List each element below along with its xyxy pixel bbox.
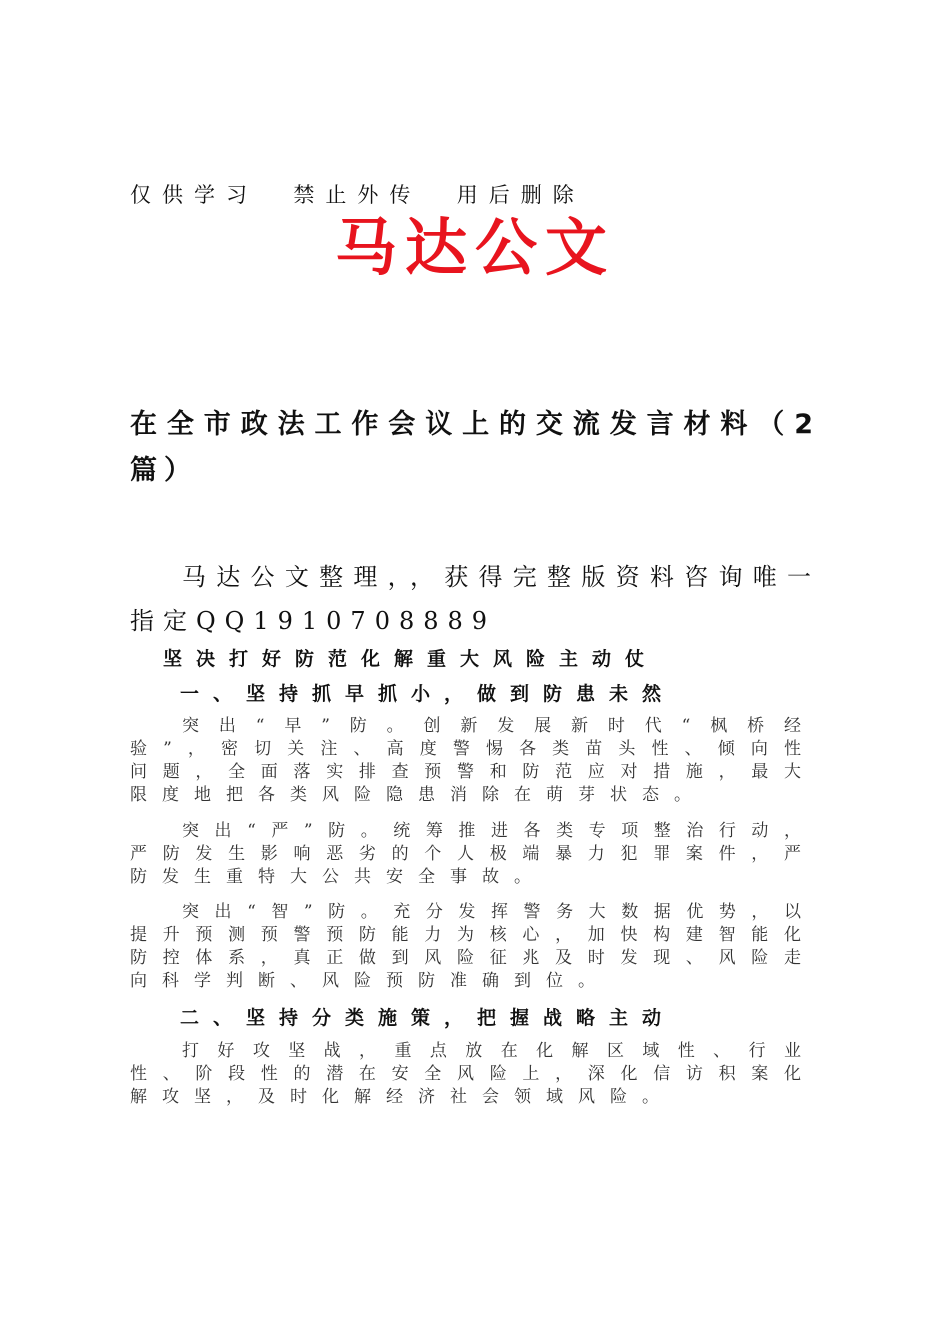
section-1-heading: 一、坚持抓早抓小，做到防患未然: [180, 683, 676, 705]
section-1-paragraph-1: 突出“早”防。创新发展新时代“枫桥经验”，密切关注、高度警惕各类苗头性、倾向性问题，全面落实排查预警和防范应对措施，最大限度地把各类风险隐患消除在萌芽状态。: [130, 716, 816, 805]
usage-notice: 仅供学习 禁止外传 用后删除: [130, 183, 585, 207]
section-2-heading: 二、坚持分类施策，把握战略主动: [180, 1007, 676, 1029]
document-title: 在全市政法工作会议上的交流发言材料（2篇）: [130, 409, 820, 486]
section-1-paragraph-2: 突出“严”防。统筹推进各类专项整治行动，严防发生影响恶劣的个人极端暴力犯罪案件，严防发生重特大公共安全事故。: [130, 821, 816, 887]
main-heading: 坚决打好防范化解重大风险主动仗: [163, 648, 659, 670]
brand-logo-text: 马达公文: [334, 211, 615, 284]
intro-paragraph: 马达公文整理，，获得完整版资料咨询唯一指定QQ1910708889: [130, 563, 820, 635]
section-1-paragraph-3: 突出“智”防。充分发挥警务大数据优势，以提升预测预警预防能力为核心，加快构建智能化防控体系，真正做到风险征兆及时发现、风险走向科学判断、风险预防准确到位。: [130, 902, 816, 991]
section-2-paragraph-1: 打好攻坚战，重点放在化解区域性、行业性、阶段性的潜在安全风险上，深化信访积案化解攻坚，及时化解经济社会领域风险。: [130, 1041, 816, 1107]
